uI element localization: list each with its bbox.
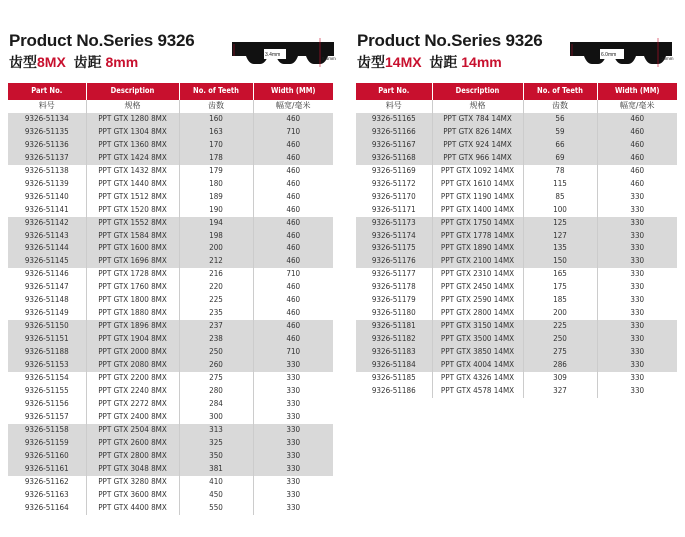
part-no-cell: 9326-51150 xyxy=(8,320,86,333)
description-cell: PPT GTX 2450 14MX xyxy=(432,281,523,294)
teeth-cell: 250 xyxy=(523,333,597,346)
description-cell: PPT GTX 1280 8MX xyxy=(86,113,179,126)
teeth-cell: 115 xyxy=(523,178,597,191)
teeth-cell: 235 xyxy=(179,307,253,320)
header-cn-cell: 幅宽/毫米 xyxy=(276,101,311,110)
part-no-cell: 9326-51166 xyxy=(356,126,432,139)
table-row xyxy=(356,178,677,191)
description-cell: PPT GTX 1760 8MX xyxy=(86,281,179,294)
tooth-type: 8MX xyxy=(37,54,66,70)
width-cell: 460 xyxy=(630,178,645,188)
description-cell: PPT GTX 2080 8MX xyxy=(86,359,179,372)
part-no-cell: 9326-51148 xyxy=(8,294,86,307)
table-row xyxy=(8,385,333,398)
part-no-cell: 9326-51161 xyxy=(8,463,86,476)
part-no-cell: 9326-51144 xyxy=(8,242,86,255)
header-cn-cell: 齿数 xyxy=(523,100,597,113)
col-header-teeth: No. of Teeth xyxy=(523,83,597,100)
description-cell: PPT GTX 1904 8MX xyxy=(86,333,179,346)
table-row xyxy=(356,191,677,204)
description-cell: PPT GTX 1610 14MX xyxy=(432,178,523,191)
teeth-cell: 150 xyxy=(523,255,597,268)
part-no-cell: 9326-51176 xyxy=(356,255,432,268)
description-cell: PPT GTX 1512 8MX xyxy=(86,191,179,204)
header-cn-cell: 料号 xyxy=(356,100,432,113)
part-no-cell: 9326-51183 xyxy=(356,346,432,359)
table-row xyxy=(356,126,677,139)
teeth-cell: 78 xyxy=(523,165,597,178)
teeth-cell: 325 xyxy=(179,437,253,450)
teeth-cell: 100 xyxy=(523,204,597,217)
teeth-cell: 198 xyxy=(179,230,253,243)
description-cell: PPT GTX 2400 8MX xyxy=(86,411,179,424)
part-no-cell: 9326-51162 xyxy=(8,476,86,489)
table-row xyxy=(8,346,333,359)
teeth-cell: 165 xyxy=(523,268,597,281)
table-row xyxy=(356,242,677,255)
teeth-cell: 550 xyxy=(179,502,253,515)
description-cell: PPT GTX 2504 8MX xyxy=(86,424,179,437)
table-row xyxy=(8,320,333,333)
part-no-cell: 9326-51182 xyxy=(356,333,432,346)
part-no-cell: 9326-51173 xyxy=(356,217,432,230)
teeth-cell: 160 xyxy=(179,113,253,126)
part-no-cell: 9326-51186 xyxy=(356,385,432,398)
description-cell: PPT GTX 1896 8MX xyxy=(86,320,179,333)
table-row xyxy=(8,307,333,320)
part-no-cell: 9326-51153 xyxy=(8,359,86,372)
description-cell: PPT GTX 1424 8MX xyxy=(86,152,179,165)
pitch-value: 8mm xyxy=(105,54,139,70)
belt-profile-icon xyxy=(568,34,678,74)
belt-dim-b: 10mm xyxy=(661,56,674,61)
width-cell: 460 xyxy=(253,152,333,165)
width-cell: 460 xyxy=(253,242,333,255)
part-no-cell: 9326-51149 xyxy=(8,307,86,320)
table-row xyxy=(8,139,333,152)
table-row xyxy=(8,476,333,489)
teeth-cell: 69 xyxy=(523,152,597,165)
teeth-cell: 300 xyxy=(179,411,253,424)
part-no-cell: 9326-51151 xyxy=(8,333,86,346)
col-header-part-no: Part No. xyxy=(8,83,86,100)
page-title: Product No.Series 9326 xyxy=(9,31,195,50)
description-cell: PPT GTX 2590 14MX xyxy=(432,294,523,307)
teeth-cell: 309 xyxy=(523,372,597,385)
teeth-cell: 410 xyxy=(179,476,253,489)
teeth-cell: 59 xyxy=(523,126,597,139)
description-cell: PPT GTX 1800 8MX xyxy=(86,294,179,307)
tooth-type: 14MX xyxy=(385,54,422,70)
part-no-cell: 9326-51179 xyxy=(356,294,432,307)
width-cell: 460 xyxy=(597,126,677,139)
part-no-cell: 9326-51154 xyxy=(8,372,86,385)
part-no-cell: 9326-51163 xyxy=(8,489,86,502)
description-cell: PPT GTX 1890 14MX xyxy=(432,242,523,255)
teeth-cell: 179 xyxy=(179,165,253,178)
header-cn-cell: 规格 xyxy=(86,100,179,113)
width-cell: 330 xyxy=(253,424,333,437)
table-row xyxy=(356,230,677,243)
part-no-cell: 9326-51159 xyxy=(8,437,86,450)
width-cell: 460 xyxy=(286,308,301,318)
table-row xyxy=(356,217,677,230)
table-row xyxy=(8,372,333,385)
part-no-cell: 9326-51155 xyxy=(8,385,86,398)
teeth-cell: 56 xyxy=(523,113,597,126)
header-cn-cell: 齿数 xyxy=(179,100,253,113)
width-cell: 710 xyxy=(286,269,301,279)
width-cell: 460 xyxy=(253,217,333,230)
teeth-cell: 185 xyxy=(523,294,597,307)
table-row xyxy=(8,424,333,437)
part-no-cell: 9326-51175 xyxy=(356,242,432,255)
table-row xyxy=(356,204,677,217)
description-cell: PPT GTX 1778 14MX xyxy=(432,230,523,243)
description-cell: PPT GTX 1304 8MX xyxy=(86,126,179,139)
part-no-cell: 9326-51139 xyxy=(8,178,86,191)
table-row xyxy=(8,450,333,463)
part-no-cell: 9326-51174 xyxy=(356,230,432,243)
description-cell: PPT GTX 1190 14MX xyxy=(432,191,523,204)
table-row xyxy=(356,281,677,294)
teeth-cell: 189 xyxy=(179,191,253,204)
teeth-cell: 381 xyxy=(179,463,253,476)
page-title: Product No.Series 9326 xyxy=(357,31,543,50)
part-no-cell: 9326-51140 xyxy=(8,191,86,204)
width-cell: 330 xyxy=(630,295,645,305)
table-row xyxy=(8,204,333,217)
part-no-cell: 9326-51136 xyxy=(8,139,86,152)
col-header-width: Width (MM) xyxy=(253,83,333,100)
description-cell: PPT GTX 2310 14MX xyxy=(432,268,523,281)
width-cell: 330 xyxy=(286,476,301,486)
table-row xyxy=(8,126,333,139)
teeth-cell: 237 xyxy=(179,320,253,333)
width-cell: 330 xyxy=(630,385,645,395)
teeth-cell: 238 xyxy=(179,333,253,346)
width-cell: 460 xyxy=(286,282,301,292)
part-no-cell: 9326-51188 xyxy=(8,346,86,359)
width-cell: 330 xyxy=(253,437,333,450)
table-row xyxy=(8,255,333,268)
table-row xyxy=(356,346,677,359)
table-row xyxy=(8,294,333,307)
pitch-value: 14mm xyxy=(461,54,502,70)
pitch-subtitle: 齿型8MX 齿距 8mm xyxy=(9,54,139,70)
width-cell: 460 xyxy=(253,139,333,152)
header-cn-cell: 幅宽/毫米 xyxy=(620,101,655,110)
table-row xyxy=(356,113,677,126)
table-row xyxy=(356,255,677,268)
part-no-cell: 9326-51177 xyxy=(356,268,432,281)
description-cell: PPT GTX 1584 8MX xyxy=(86,230,179,243)
teeth-cell: 125 xyxy=(523,217,597,230)
description-cell: PPT GTX 3600 8MX xyxy=(86,489,179,502)
belt-dim-a: 6.0mm xyxy=(601,52,617,58)
table-row xyxy=(8,463,333,476)
teeth-cell: 275 xyxy=(523,346,597,359)
width-cell: 330 xyxy=(597,320,677,333)
table-row xyxy=(8,178,333,191)
width-cell: 460 xyxy=(253,255,333,268)
teeth-cell: 178 xyxy=(179,152,253,165)
teeth-cell: 190 xyxy=(179,204,253,217)
width-cell: 330 xyxy=(286,373,301,383)
description-cell: PPT GTX 2272 8MX xyxy=(86,398,179,411)
table-row xyxy=(8,268,333,281)
header-cn-cell: 规格 xyxy=(432,100,523,113)
table-row xyxy=(8,152,333,165)
teeth-cell: 180 xyxy=(179,178,253,191)
teeth-cell: 280 xyxy=(179,385,253,398)
spec-table-8mx xyxy=(8,83,333,515)
header-cn-cell: 料号 xyxy=(8,100,86,113)
description-cell: PPT GTX 1696 8MX xyxy=(86,255,179,268)
table-row xyxy=(356,294,677,307)
part-no-cell: 9326-51180 xyxy=(356,307,432,320)
teeth-cell: 194 xyxy=(179,217,253,230)
teeth-cell: 313 xyxy=(179,424,253,437)
belt-dim-b: 5.6mm xyxy=(322,56,336,61)
header-row-cn xyxy=(356,100,677,113)
col-header-description: Description xyxy=(86,83,179,100)
teeth-cell: 275 xyxy=(179,372,253,385)
teeth-cell: 212 xyxy=(179,255,253,268)
width-cell: 330 xyxy=(286,385,301,395)
width-cell: 460 xyxy=(253,230,333,243)
description-cell: PPT GTX 3048 8MX xyxy=(86,463,179,476)
pitch-subtitle: 齿型14MX 齿距 14mm xyxy=(357,54,502,70)
description-cell: PPT GTX 4400 8MX xyxy=(86,502,179,515)
width-cell: 330 xyxy=(597,255,677,268)
description-cell: PPT GTX 1552 8MX xyxy=(86,217,179,230)
teeth-cell: 225 xyxy=(179,294,253,307)
description-cell: PPT GTX 1600 8MX xyxy=(86,242,179,255)
part-no-cell: 9326-51168 xyxy=(356,152,432,165)
table-row xyxy=(8,242,333,255)
description-cell: PPT GTX 2240 8MX xyxy=(86,385,179,398)
part-no-cell: 9326-51171 xyxy=(356,204,432,217)
part-no-cell: 9326-51142 xyxy=(8,217,86,230)
teeth-cell: 327 xyxy=(523,385,597,398)
width-cell: 710 xyxy=(253,346,333,359)
part-no-cell: 9326-51146 xyxy=(8,268,86,281)
part-no-cell: 9326-51167 xyxy=(356,139,432,152)
description-cell: PPT GTX 966 14MX xyxy=(432,152,523,165)
description-cell: PPT GTX 4578 14MX xyxy=(432,385,523,398)
description-cell: PPT GTX 2100 14MX xyxy=(432,255,523,268)
teeth-cell: 350 xyxy=(179,450,253,463)
width-cell: 330 xyxy=(597,230,677,243)
description-cell: PPT GTX 2200 8MX xyxy=(86,372,179,385)
description-cell: PPT GTX 4326 14MX xyxy=(432,372,523,385)
teeth-cell: 163 xyxy=(179,126,253,139)
part-no-cell: 9326-51135 xyxy=(8,126,86,139)
table-row xyxy=(356,385,677,398)
width-cell: 330 xyxy=(286,489,301,499)
width-cell: 330 xyxy=(630,373,645,383)
width-cell: 460 xyxy=(286,178,301,188)
width-cell: 460 xyxy=(253,320,333,333)
description-cell: PPT GTX 1400 14MX xyxy=(432,204,523,217)
spec-table-14mx xyxy=(356,83,677,398)
teeth-cell: 286 xyxy=(523,359,597,372)
teeth-cell: 450 xyxy=(179,489,253,502)
width-cell: 330 xyxy=(597,359,677,372)
teeth-cell: 260 xyxy=(179,359,253,372)
table-row xyxy=(8,281,333,294)
width-cell: 330 xyxy=(630,269,645,279)
table-row xyxy=(356,307,677,320)
description-cell: PPT GTX 1440 8MX xyxy=(86,178,179,191)
teeth-cell: 85 xyxy=(523,191,597,204)
teeth-cell: 284 xyxy=(179,398,253,411)
description-cell: PPT GTX 2000 8MX xyxy=(86,346,179,359)
width-cell: 330 xyxy=(253,463,333,476)
part-no-cell: 9326-51156 xyxy=(8,398,86,411)
width-cell: 460 xyxy=(597,113,677,126)
teeth-cell: 170 xyxy=(179,139,253,152)
description-cell: PPT GTX 1092 14MX xyxy=(432,165,523,178)
width-cell: 330 xyxy=(597,242,677,255)
table-row xyxy=(356,268,677,281)
table-row xyxy=(8,359,333,372)
width-cell: 460 xyxy=(286,165,301,175)
table-row xyxy=(8,502,333,515)
teeth-cell: 66 xyxy=(523,139,597,152)
width-cell: 460 xyxy=(253,113,333,126)
width-cell: 330 xyxy=(597,217,677,230)
width-cell: 460 xyxy=(597,152,677,165)
part-no-cell: 9326-51137 xyxy=(8,152,86,165)
part-no-cell: 9326-51165 xyxy=(356,113,432,126)
width-cell: 460 xyxy=(286,191,301,201)
width-cell: 330 xyxy=(253,359,333,372)
part-no-cell: 9326-51184 xyxy=(356,359,432,372)
width-cell: 460 xyxy=(253,333,333,346)
part-no-cell: 9326-51181 xyxy=(356,320,432,333)
table-row xyxy=(8,437,333,450)
part-no-cell: 9326-51143 xyxy=(8,230,86,243)
part-no-cell: 9326-51138 xyxy=(8,165,86,178)
description-cell: PPT GTX 4004 14MX xyxy=(432,359,523,372)
col-header-description: Description xyxy=(432,83,523,100)
width-cell: 330 xyxy=(630,282,645,292)
table-row xyxy=(8,333,333,346)
part-no-cell: 9326-51145 xyxy=(8,255,86,268)
table-row xyxy=(8,165,333,178)
part-no-cell: 9326-51160 xyxy=(8,450,86,463)
description-cell: PPT GTX 924 14MX xyxy=(432,139,523,152)
width-cell: 460 xyxy=(630,165,645,175)
col-header-part-no: Part No. xyxy=(356,83,432,100)
width-cell: 460 xyxy=(597,139,677,152)
table-row xyxy=(8,113,333,126)
table-row xyxy=(356,320,677,333)
part-no-cell: 9326-51170 xyxy=(356,191,432,204)
description-cell: PPT GTX 826 14MX xyxy=(432,126,523,139)
table-row xyxy=(356,372,677,385)
width-cell: 330 xyxy=(253,450,333,463)
table-row xyxy=(8,191,333,204)
part-no-cell: 9326-51178 xyxy=(356,281,432,294)
part-no-cell: 9326-51172 xyxy=(356,178,432,191)
table-row xyxy=(356,333,677,346)
width-cell: 460 xyxy=(286,204,301,214)
description-cell: PPT GTX 1432 8MX xyxy=(86,165,179,178)
teeth-cell: 135 xyxy=(523,242,597,255)
table-row xyxy=(8,217,333,230)
width-cell: 330 xyxy=(630,204,645,214)
part-no-cell: 9326-51147 xyxy=(8,281,86,294)
width-cell: 330 xyxy=(630,191,645,201)
description-cell: PPT GTX 3850 14MX xyxy=(432,346,523,359)
width-cell: 460 xyxy=(286,295,301,305)
teeth-cell: 216 xyxy=(179,268,253,281)
width-cell: 330 xyxy=(597,346,677,359)
table-row xyxy=(356,359,677,372)
description-cell: PPT GTX 2800 8MX xyxy=(86,450,179,463)
col-header-teeth: No. of Teeth xyxy=(179,83,253,100)
description-cell: PPT GTX 1880 8MX xyxy=(86,307,179,320)
description-cell: PPT GTX 2600 8MX xyxy=(86,437,179,450)
teeth-cell: 127 xyxy=(523,230,597,243)
width-cell: 710 xyxy=(253,126,333,139)
description-cell: PPT GTX 2800 14MX xyxy=(432,307,523,320)
description-cell: PPT GTX 1360 8MX xyxy=(86,139,179,152)
teeth-cell: 200 xyxy=(179,242,253,255)
description-cell: PPT GTX 1728 8MX xyxy=(86,268,179,281)
table-row xyxy=(356,139,677,152)
description-cell: PPT GTX 3500 14MX xyxy=(432,333,523,346)
teeth-cell: 200 xyxy=(523,307,597,320)
width-cell: 330 xyxy=(597,333,677,346)
description-cell: PPT GTX 3150 14MX xyxy=(432,320,523,333)
part-no-cell: 9326-51157 xyxy=(8,411,86,424)
description-cell: PPT GTX 1750 14MX xyxy=(432,217,523,230)
part-no-cell: 9326-51185 xyxy=(356,372,432,385)
col-header-width: Width (MM) xyxy=(597,83,677,100)
table-row xyxy=(356,152,677,165)
table-row xyxy=(8,411,333,424)
teeth-cell: 175 xyxy=(523,281,597,294)
table-row xyxy=(356,165,677,178)
table-row xyxy=(8,489,333,502)
part-no-cell: 9326-51164 xyxy=(8,502,86,515)
belt-profile-icon xyxy=(230,34,340,74)
description-cell: PPT GTX 1520 8MX xyxy=(86,204,179,217)
teeth-cell: 225 xyxy=(523,320,597,333)
part-no-cell: 9326-51158 xyxy=(8,424,86,437)
table-row xyxy=(8,398,333,411)
header-row-cn xyxy=(8,100,333,113)
width-cell: 330 xyxy=(630,308,645,318)
teeth-cell: 250 xyxy=(179,346,253,359)
width-cell: 330 xyxy=(286,411,301,421)
width-cell: 330 xyxy=(286,398,301,408)
description-cell: PPT GTX 784 14MX xyxy=(432,113,523,126)
part-no-cell: 9326-51134 xyxy=(8,113,86,126)
table-row xyxy=(8,230,333,243)
part-no-cell: 9326-51169 xyxy=(356,165,432,178)
belt-dim-a: 3.4mm xyxy=(265,52,281,58)
teeth-cell: 220 xyxy=(179,281,253,294)
width-cell: 330 xyxy=(286,502,301,512)
description-cell: PPT GTX 3280 8MX xyxy=(86,476,179,489)
part-no-cell: 9326-51141 xyxy=(8,204,86,217)
